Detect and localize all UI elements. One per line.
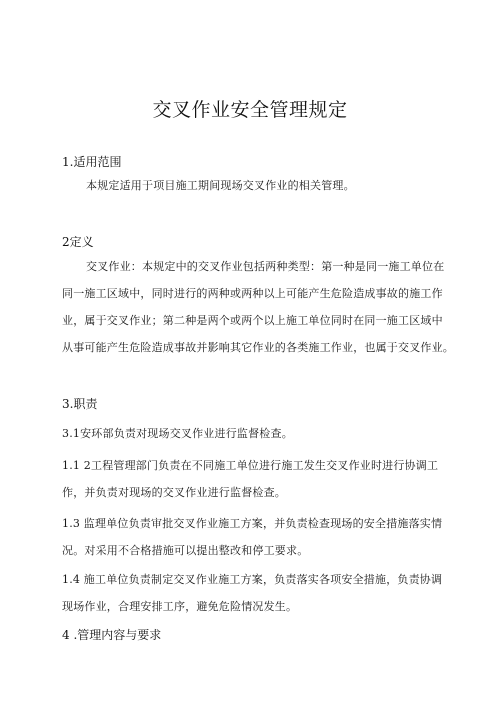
section-3-item-line: 1.1 2工程管理部门负责在不同施工单位进行施工发生交叉作业时进行协调工 [62,459,439,472]
section-3-item-3 [62,510,442,564]
section-3-item-line: 1.4 施工单位负责制定交叉作业施工方案，负责落实各项安全措施，负责协调 [62,573,443,586]
document-title: 交叉作业安全管理规定 [152,99,348,121]
section-3-item-line: 作，并负责对现场的交叉作业进行监督检查。 [62,486,286,499]
section-3-item-line: 3.1安环部负责对现场交叉作业进行监督检查。 [62,427,293,440]
section-3-item-2 [62,452,442,506]
section-2-line: 交叉作业：本规定中的交叉作业包括两种类型：第一种是同一施工单位在 [86,260,445,273]
section-3-item-4 [62,566,442,620]
section-2-line: 同一施工区域中，同时进行的两种或两种以上可能产生危险造成事故的施工作 [62,287,443,300]
section-1-line: 本规定适用于项目施工期间现场交叉作业的相关管理。 [86,179,355,192]
section-1-heading: 1.适用范围 [62,155,122,169]
section-3-item-line: 1.3 监理单位负责审批交叉作业施工方案，并负责检查现场的安全措施落实情 [62,517,443,530]
section-3-item-1 [62,420,442,447]
section-2-text [62,253,454,361]
section-3-heading: 3.职责 [62,397,98,411]
section-1-text [62,172,442,199]
section-2-line: 从事可能产生危险造成事故并影响其它作业的各类施工作业，也属于交叉作业。 [62,341,454,354]
section-2-heading: 2定义 [62,235,94,249]
section-2-line: 业，属于交叉作业；第二种是两个或两个以上施工单位同时在同一施工区域中 [62,314,443,327]
section-3-item-line: 现场作业，合理安排工序，避免危险情况发生。 [62,600,298,613]
section-4-heading: 4 .管理内容与要求 [62,628,162,642]
section-3-item-line: 况。对采用不合格措施可以提出整改和停工要求。 [62,544,309,557]
